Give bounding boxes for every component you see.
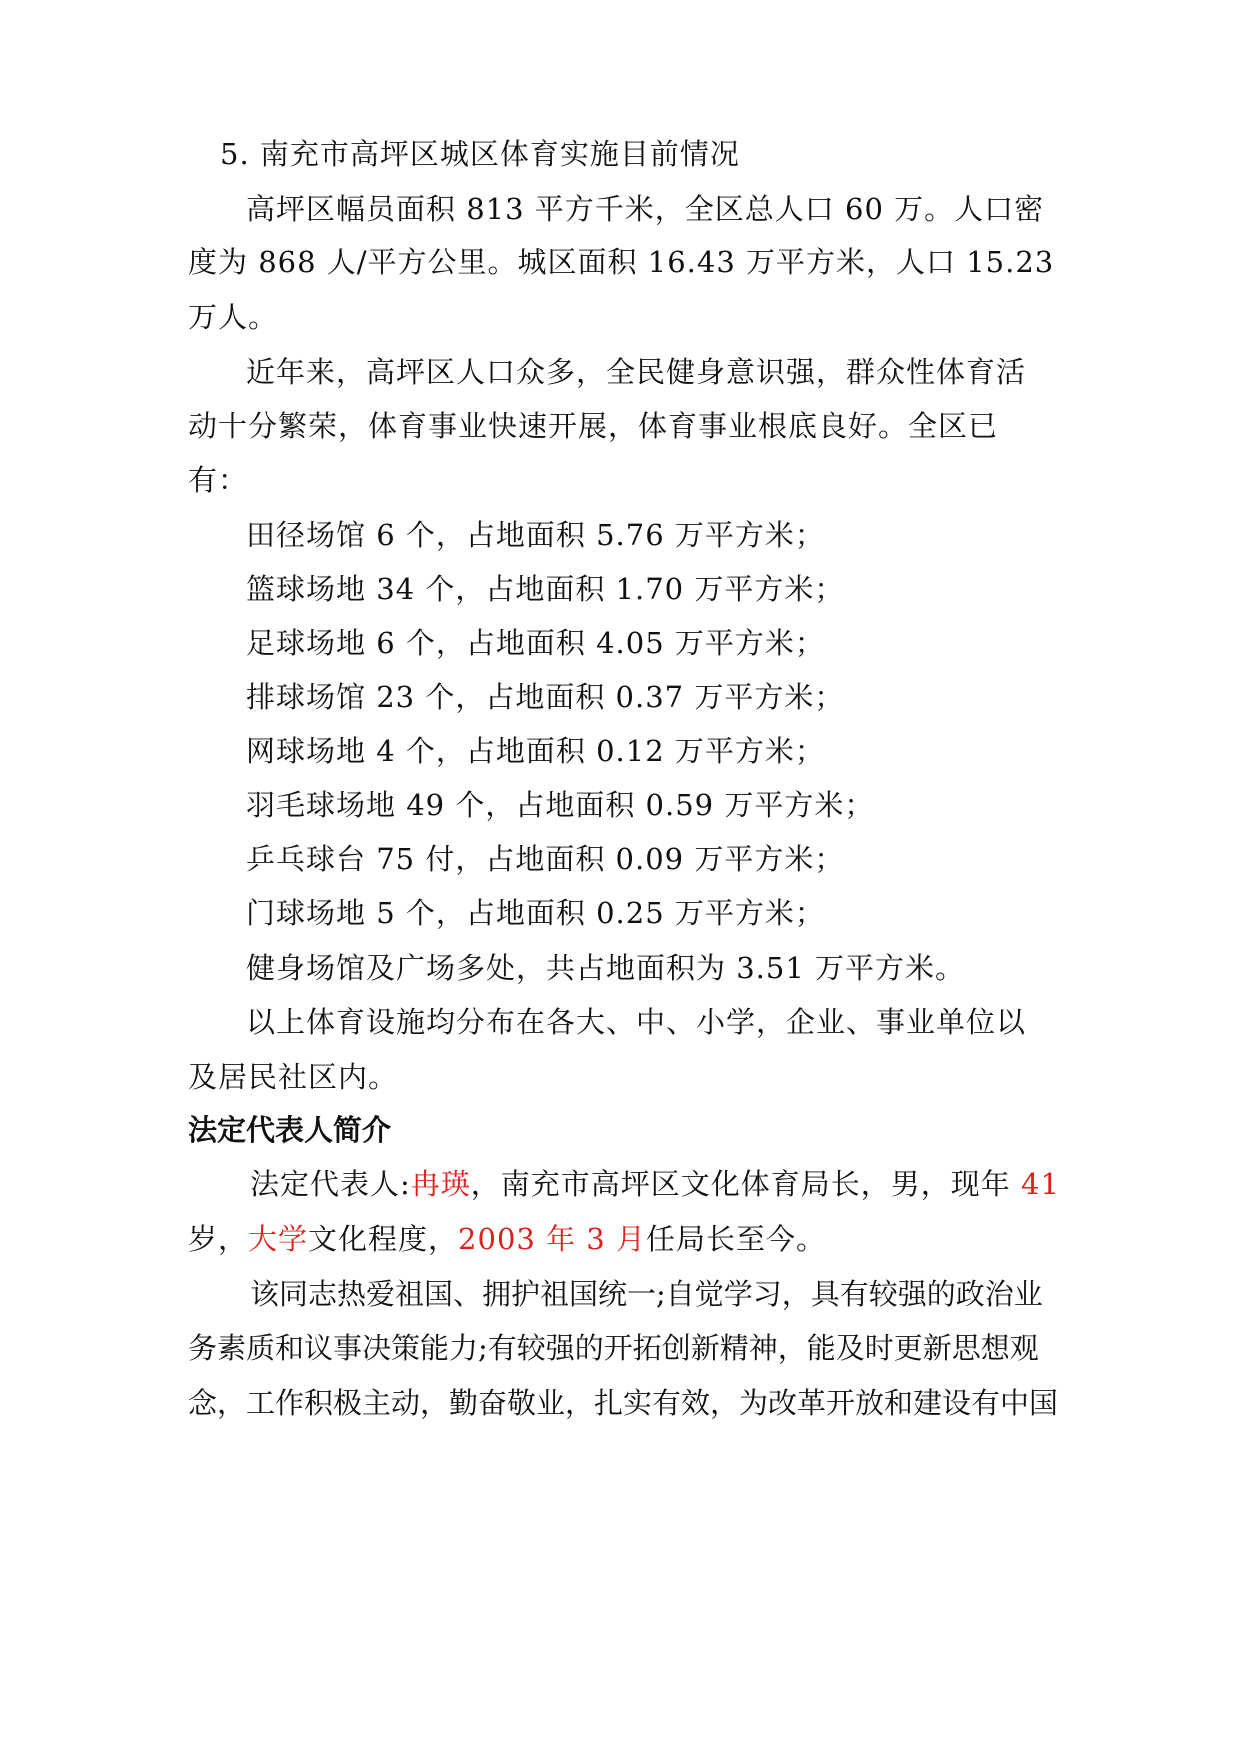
facility-item: 乒乓球台 75 付，占地面积 0.09 万平方米；: [246, 842, 845, 876]
rep-name: 冉瑛: [410, 1167, 471, 1201]
development-line: 动十分繁荣，体育事业快速开展，体育事业根底良好。全区已: [188, 409, 999, 443]
rep-age: 41: [1021, 1167, 1060, 1201]
facility-item: 排球场馆 23 个，占地面积 0.37 万平方米；: [246, 680, 845, 714]
rep-education: 大学: [248, 1222, 309, 1256]
evaluation-line: 该同志热爱祖国、拥护祖国统一;自觉学习，具有较强的政治业: [250, 1277, 1043, 1311]
evaluation-line: 念，工作积极主动，勤奋敬业，扎实有效，为改革开放和建设有中国: [188, 1386, 1059, 1420]
rep-detail-line: [188, 1219, 826, 1259]
facility-item: 足球场地 6 个，占地面积 4.05 万平方米；: [246, 626, 825, 660]
rep-since-suffix: 任局长至今。: [645, 1222, 826, 1256]
distribution-line: 及居民社区内。: [188, 1060, 399, 1094]
intro-line: 万人。: [188, 300, 279, 334]
evaluation-line: 务素质和议事决策能力;有较强的开拓创新精神，能及时更新思想观: [188, 1331, 1039, 1365]
facility-item: 健身场馆及广场多处，共占地面积为 3.51 万平方米。: [246, 951, 966, 985]
intro-line: 高坪区幅员面积 813 平方千米，全区总人口 60 万。人口密: [246, 192, 1045, 226]
facility-item: 门球场地 5 个，占地面积 0.25 万平方米；: [246, 896, 825, 930]
rep-education-suffix: 文化程度，: [308, 1222, 459, 1256]
facility-item: 田径场馆 6 个，占地面积 5.76 万平方米；: [246, 518, 825, 552]
development-line: 近年来，高坪区人口众多，全民健身意识强，群众性体育活: [246, 355, 1027, 389]
development-line: 有：: [188, 463, 249, 497]
rep-intro-line: [250, 1164, 1060, 1204]
intro-line: 度为 868 人/平方公里。城区面积 16.43 万平方米，人口 15.23: [188, 245, 1055, 279]
rep-age-unit: 岁，: [188, 1222, 249, 1256]
rep-since: 2003 年 3 月: [458, 1222, 646, 1256]
section-title: 5. 南充市高坪区城区体育实施目前情况: [220, 137, 740, 171]
facility-item: 篮球场地 34 个，占地面积 1.70 万平方米；: [246, 572, 845, 606]
facility-item: 羽毛球场地 49 个，占地面积 0.59 万平方米；: [246, 788, 875, 822]
distribution-line: 以上体育设施均分布在各大、中、小学，企业、事业单位以: [246, 1005, 1027, 1039]
facility-item: 网球场地 4 个，占地面积 0.12 万平方米；: [246, 734, 825, 768]
rep-label: 法定代表人:: [250, 1167, 411, 1201]
rep-desc: ，南充市高坪区文化体育局长，男，现年: [470, 1167, 1022, 1201]
rep-heading: 法定代表人简介: [188, 1113, 392, 1147]
